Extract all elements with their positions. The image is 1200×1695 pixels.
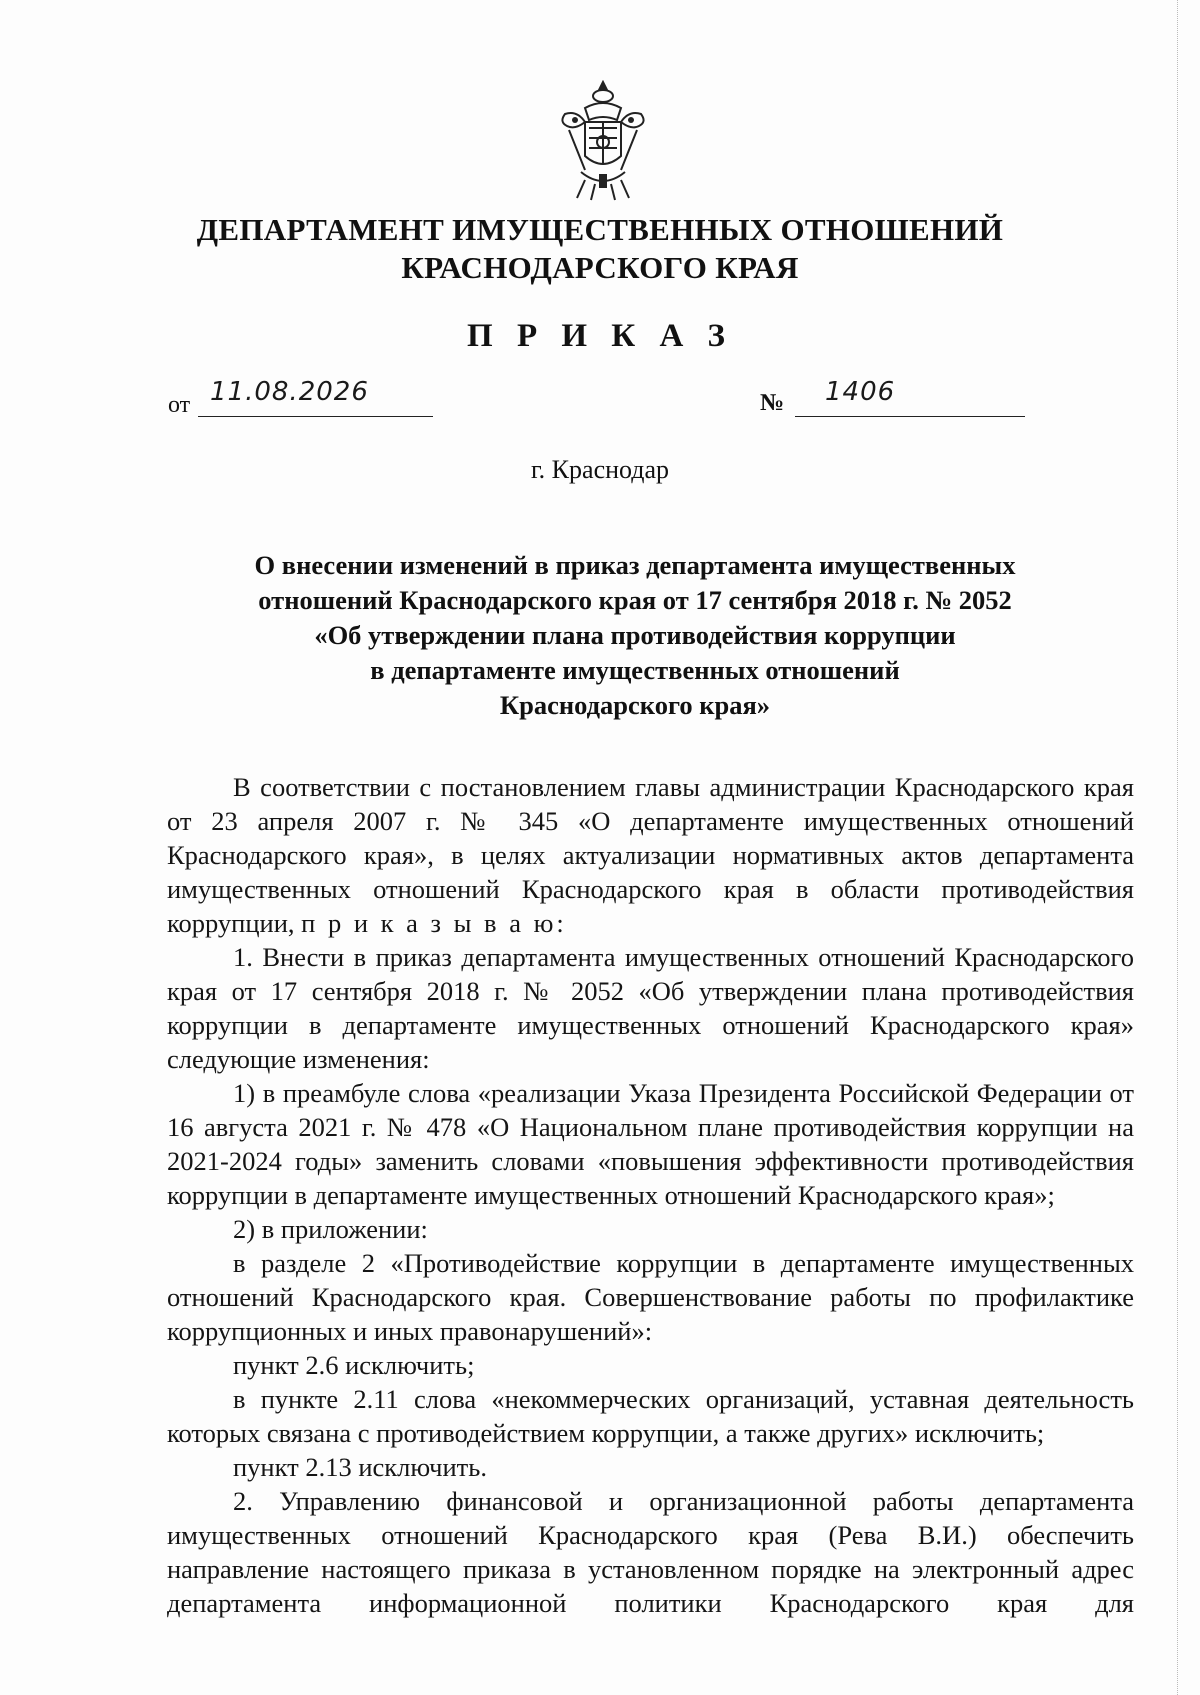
department-name-line1: ДЕПАРТАМЕНТ ИМУЩЕСТВЕННЫХ ОТНОШЕНИЙ xyxy=(196,212,1004,247)
subject-line: в департаменте имущественных отношений xyxy=(370,655,900,685)
date-underline xyxy=(198,416,433,417)
paragraph-subitem-2: 2) в приложении: xyxy=(233,1214,428,1244)
date-label: от xyxy=(168,392,191,418)
preamble-paragraph xyxy=(167,770,1134,940)
date-number-row xyxy=(0,375,1200,425)
document-type-title: П Р И К А З xyxy=(467,318,733,354)
paragraph-subitem-1: 1) в преамбуле слова «реализации Указа Президента Российской Федерации от 16 августа 2021 г. № 478 «О Национальном плане противодействия коррупции на 2021-2024 годы» заменить словами «повышения эффективности противодействия коррупции в департаменте имущественных отношений Краснодарского края»; xyxy=(167,1078,1134,1210)
handwritten-number: 1406 xyxy=(825,377,896,407)
decree-word: п р и к а з ы в а ю: xyxy=(301,908,567,938)
paragraph-point-2-6: пункт 2.6 исключить; xyxy=(233,1350,475,1380)
city-label: г. Краснодар xyxy=(530,455,670,484)
number-label: № xyxy=(760,390,785,416)
number-underline xyxy=(795,416,1025,417)
subject-line: О внесении изменений в приказ департамента имущественных xyxy=(254,550,1016,580)
paragraph-item-2: 2. Управлению финансовой и организационной работы департамента имущественных отношений Краснодарского края (Рева В.И.) обеспечить направление настоящего приказа в установленном порядке на электронный адрес департамента информационной политики Краснодарского края для xyxy=(167,1486,1134,1618)
subject-line: «Об утверждении плана противодействия коррупции xyxy=(314,620,956,650)
paragraph-point-2-11: в пункте 2.11 слова «некоммерческих организаций, уставная деятельность которых связана с противодействием коррупции, а также других» исключить; xyxy=(167,1384,1134,1448)
preamble-text: В соответствии с постановлением главы администрации Краснодарского края от 23 апреля 2007 г. № 345 «О департаменте имущественных отношений Краснодарского края», в целях актуализации нормативных актов департамента имущественных отношений Краснодарского края в области противодействия коррупции, xyxy=(167,772,1134,938)
paragraph-section-2: в разделе 2 «Противодействие коррупции в департаменте имущественных отношений Краснодарского края. Совершенствование работы по профилактике коррупционных и иных правонарушений»: xyxy=(167,1248,1134,1346)
paragraph-point-2-13: пункт 2.13 исключить. xyxy=(233,1452,487,1482)
handwritten-date: 11.08.2026 xyxy=(210,377,369,407)
order-body xyxy=(167,770,1134,1620)
paragraph-item-1: 1. Внести в приказ департамента имущественных отношений Краснодарского края от 17 сентября 2018 г. № 2052 «Об утверждении плана противодействия коррупции в департаменте имущественных отношений Краснодарского края» следующие изменения: xyxy=(167,942,1134,1074)
subject-line: отношений Краснодарского края от 17 сентября 2018 г. № 2052 xyxy=(258,585,1012,615)
subject-line: Краснодарского края» xyxy=(499,690,771,720)
order-subject xyxy=(200,548,1070,723)
department-name-line2: КРАСНОДАРСКОГО КРАЯ xyxy=(401,250,799,285)
coat-of-arms-icon xyxy=(555,80,651,202)
scan-edge-mark xyxy=(1176,0,1178,1695)
